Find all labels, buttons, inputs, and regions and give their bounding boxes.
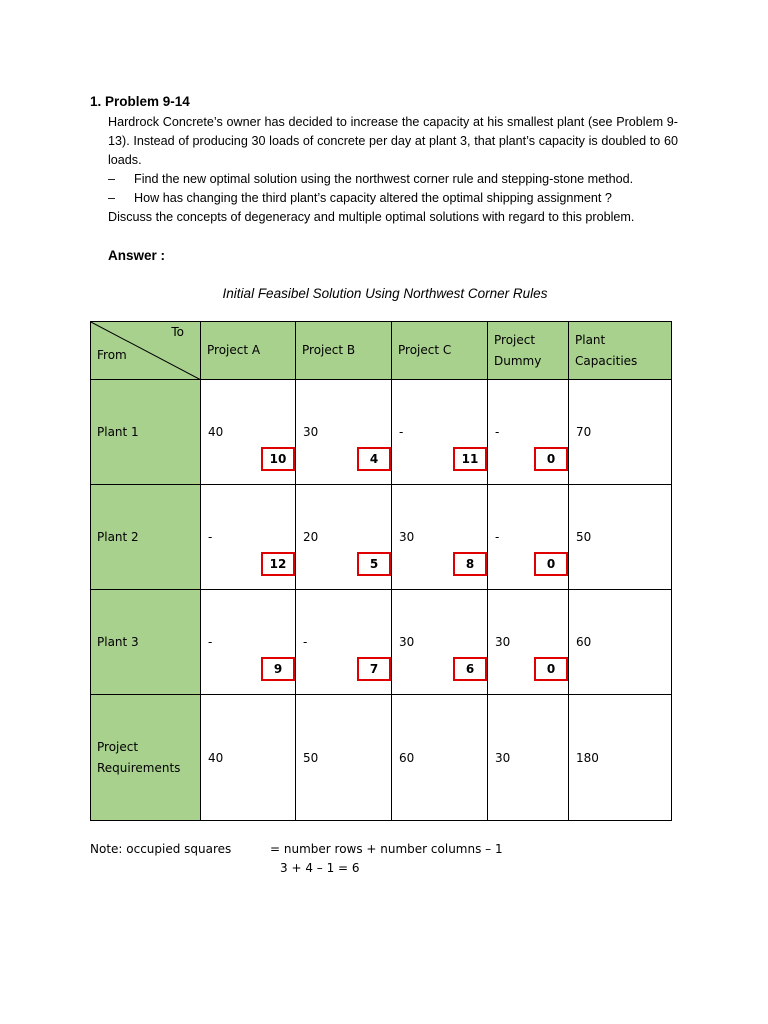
unit-cost-box: 10 [261, 447, 295, 471]
allocation-cell [392, 485, 488, 590]
capacity-value: 60 [576, 635, 592, 649]
allocation-cell [488, 380, 569, 485]
allocation-cell [296, 380, 392, 485]
capacity-value: 50 [576, 530, 592, 544]
requirement-cell [201, 695, 296, 821]
allocation-value: 30 [495, 635, 511, 649]
bullet-dash: – [108, 191, 116, 205]
answer-label: Answer : [108, 248, 166, 263]
capacity-value: 70 [576, 425, 592, 439]
col-header-line: Project B [302, 343, 356, 357]
row-label-plant-1 [91, 380, 201, 485]
requirements-row [91, 695, 672, 821]
requirement-value: 60 [399, 750, 415, 765]
bullet-dash: – [108, 172, 116, 186]
col-header-line: Project [494, 332, 536, 347]
unit-cost-box: 9 [261, 657, 295, 681]
requirement-cell [488, 695, 569, 821]
allocation-value: 30 [399, 530, 415, 544]
capacity-cell [569, 590, 672, 695]
row-label-project-requirements [91, 695, 201, 821]
col-header-project-c [392, 322, 488, 380]
note-block [90, 840, 550, 875]
col-header-line: Project C [398, 343, 452, 357]
col-header-line: Capacities [575, 353, 638, 368]
problem-paragraph: Hardrock Concrete’s owner has decided to increase the capacity at his smallest plant (see Problem 9-13). Instead of producing 30 loads of concrete per day at plant 3, that plant’s capacity is doubled to 60 loads. [108, 115, 678, 167]
table-row [91, 485, 672, 590]
table-row [91, 380, 672, 485]
row-label-text: Plant 2 [97, 529, 139, 544]
allocation-cell [201, 590, 296, 695]
bullet-text: Find the new optimal solution using the northwest corner rule and stepping-stone method. [134, 172, 634, 186]
unit-cost-box: 0 [534, 447, 568, 471]
allocation-value: 30 [303, 425, 319, 439]
allocation-value: - [208, 530, 213, 544]
allocation-value: 30 [399, 635, 415, 649]
row-label-plant-3 [91, 590, 201, 695]
total-cell [569, 695, 672, 821]
allocation-cell [488, 485, 569, 590]
requirement-cell [296, 695, 392, 821]
allocation-value: - [399, 425, 404, 439]
col-header-project-b [296, 322, 392, 380]
problem-title: 1. Problem 9-14 [90, 94, 190, 109]
corner-to-label: To [171, 325, 184, 339]
allocation-value: 40 [208, 425, 224, 439]
capacity-cell [569, 485, 672, 590]
col-header-line: Dummy [494, 353, 542, 368]
allocation-value: - [495, 530, 500, 544]
allocation-cell [296, 590, 392, 695]
unit-cost-box: 0 [534, 657, 568, 681]
allocation-cell [296, 485, 392, 590]
allocation-cell [392, 380, 488, 485]
note-formula: = number rows + number columns – 1 [270, 842, 503, 856]
requirement-value: 40 [208, 750, 224, 765]
row-label-text: Requirements [97, 760, 181, 775]
unit-cost-box: 12 [261, 552, 295, 576]
note-calc: 3 + 4 – 1 = 6 [280, 861, 360, 875]
row-label-text: Plant 3 [97, 634, 139, 649]
transportation-table [90, 321, 672, 821]
bullet-text: How has changing the third plant’s capacity altered the optimal shipping assignment ? [134, 191, 612, 205]
bullet-item [108, 189, 678, 208]
col-header-line: Project A [207, 343, 261, 357]
requirement-value: 30 [495, 750, 511, 765]
col-header-line: Plant [575, 332, 606, 347]
col-header-plant-capacities [569, 322, 672, 380]
table-caption: Initial Feasibel Solution Using Northwest Corner Rules [222, 286, 548, 301]
allocation-cell [201, 485, 296, 590]
note-row [90, 840, 550, 875]
unit-cost-box: 0 [534, 552, 568, 576]
corner-from-label: From [97, 348, 127, 362]
row-label-text: Plant 1 [97, 424, 139, 439]
note-label: Note: occupied squares [90, 842, 232, 856]
row-label-text: Project [97, 739, 139, 754]
unit-cost-box: 7 [357, 657, 391, 681]
corner-cell [91, 322, 201, 380]
header-row [91, 322, 672, 380]
total-value: 180 [576, 750, 599, 765]
row-label-plant-2 [91, 485, 201, 590]
requirement-cell [392, 695, 488, 821]
problem-closing: Discuss the concepts of degeneracy and multiple optimal solutions with regard to this problem. [108, 210, 635, 224]
col-header-project-a [201, 322, 296, 380]
allocation-value: - [495, 425, 500, 439]
unit-cost-box: 8 [453, 552, 487, 576]
unit-cost-box: 6 [453, 657, 487, 681]
capacity-cell [569, 380, 672, 485]
table-row [91, 590, 672, 695]
unit-cost-box: 11 [453, 447, 487, 471]
allocation-value: - [303, 635, 308, 649]
requirement-value: 50 [303, 750, 319, 765]
unit-cost-box: 5 [357, 552, 391, 576]
unit-cost-box: 4 [357, 447, 391, 471]
allocation-cell [488, 590, 569, 695]
col-header-project-dummy [488, 322, 569, 380]
allocation-cell [201, 380, 296, 485]
allocation-value: - [208, 635, 213, 649]
allocation-value: 20 [303, 530, 319, 544]
allocation-cell [392, 590, 488, 695]
bullet-item [108, 170, 678, 189]
problem-statement [108, 113, 678, 227]
